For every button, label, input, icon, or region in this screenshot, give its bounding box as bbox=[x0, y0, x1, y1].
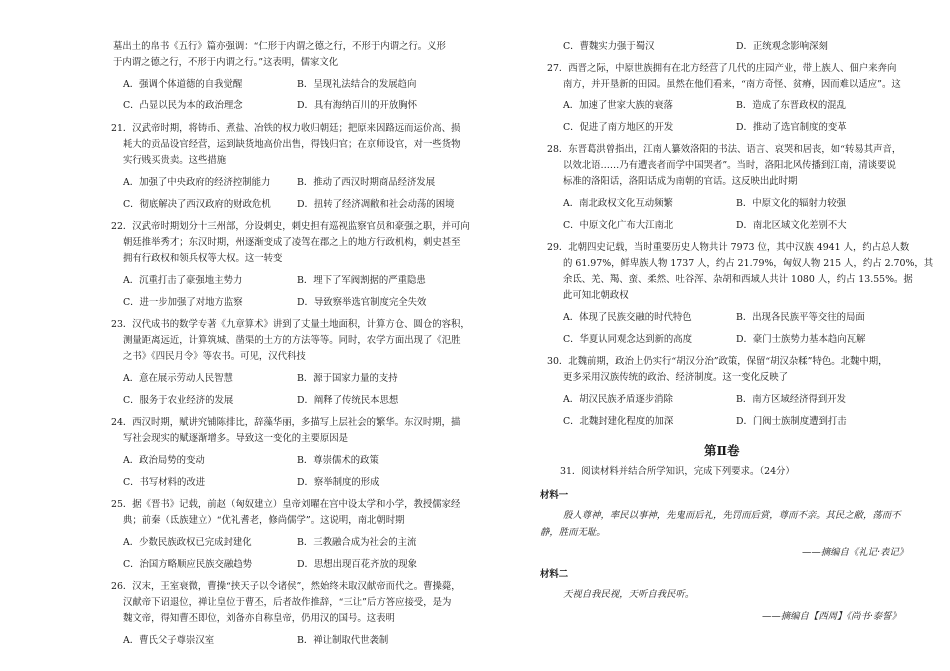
q29-option-a[interactable]: A．体现了民族交融的时代特色 bbox=[563, 312, 692, 323]
q23-line-2: 测量距离远近，计算筑城、凿渠的土方的方法等等。同时，农学方面出现了《氾胜 bbox=[123, 335, 461, 346]
q30-option-a[interactable]: A．胡汉民族矛盾逐步消除 bbox=[563, 394, 673, 405]
q21-line-3: 实行贱买贵卖。这些措施 bbox=[123, 155, 227, 166]
q26-option-c[interactable]: C．曹魏实力强于蜀汉 bbox=[563, 41, 655, 52]
q24-line-1: 24．西汉时期，赋讲究铺陈排比，辞藻华丽，多描写上层社会的繁华。东汉时期，描 bbox=[111, 417, 461, 428]
q23-option-b[interactable]: B．源于国家力量的支持 bbox=[297, 373, 398, 384]
q26-line-2: 汉献帝下诏退位，禅让皇位于曹丕，后者故作推辞，“三让”后方答应接受，是为 bbox=[123, 597, 452, 608]
q30-line-2: 更多采用汉族传统的政治、经济制度。这一变化反映了 bbox=[563, 372, 789, 383]
q28-line-3: 标准的洛阳话，洛阳话成为南朝的官话。这反映出此时期 bbox=[563, 176, 798, 187]
material-2-label: 材料二 bbox=[540, 569, 569, 580]
material-2-line-1: 天视自我民视，天听自我民听。 bbox=[563, 589, 695, 600]
q29-line-3: 余氐、羌、羯、蛮、柔然、吐谷浑、杂胡和西域人共计 1080 人，约占 13.55%。据 bbox=[563, 274, 913, 285]
q22-line-1: 22．汉武帝时期划分十三州部，分设刺史，刺史担有巡视监察官员和豪强之职，并可向 bbox=[111, 221, 470, 232]
q26-option-b[interactable]: B．禅让制取代世袭制 bbox=[297, 635, 389, 646]
q30-line-1: 30．北魏前期，政治上仍实行“胡汉分治”政策，保留“胡汉杂糅”特色。北魏中期， bbox=[547, 356, 888, 367]
q25-line-2: 典；前秦（氐族建立）“优礼耆老，修尚儒学”。这说明，南北朝时期 bbox=[123, 515, 405, 526]
q29-option-c[interactable]: C．华夏认同观念达到新的高度 bbox=[563, 334, 693, 345]
q25-option-c[interactable]: C．治国方略顺应民族交融趋势 bbox=[123, 559, 253, 570]
q23-option-c[interactable]: C．服务于农业经济的发展 bbox=[123, 395, 234, 406]
q24-option-a[interactable]: A．政治局势的变动 bbox=[123, 455, 205, 466]
q31-intro: 31．阅读材料并结合所学知识，完成下列要求。（24分） bbox=[560, 466, 795, 477]
q21-option-c[interactable]: C．彻底解决了西汉政府的财政危机 bbox=[123, 199, 271, 210]
q22-option-b[interactable]: B．埋下了军阀割据的严重隐患 bbox=[297, 275, 426, 286]
q28-line-1: 28．东晋葛洪曾指出，江南人纂效洛阳的书法、语言、哀哭和居丧，如“转易其声音， bbox=[547, 144, 902, 155]
q23-line-3: 之书》《四民月令》等农书。可见，汉代科技 bbox=[123, 351, 306, 362]
q23-option-a[interactable]: A．意在展示劳动人民智慧 bbox=[123, 373, 233, 384]
q25-option-a[interactable]: A．少数民族政权已完成封建化 bbox=[123, 537, 252, 548]
q28-line-2: 以效北语……乃有遭丧者而学中国哭者”。当时，洛阳北风传播到江南，清谈要说 bbox=[563, 160, 896, 171]
q30-option-d[interactable]: D．门阀士族制度遭到打击 bbox=[736, 416, 847, 427]
q22-line-2: 朝廷推举秀才；东汉时期，州逐渐变成了凌驾在郡之上的地方行政机构，刺史甚至 bbox=[123, 237, 461, 248]
q30-option-c[interactable]: C．北魏封建化程度的加深 bbox=[563, 416, 674, 427]
q25-option-d[interactable]: D．思想出现百花齐放的现象 bbox=[297, 559, 418, 570]
q26-option-a[interactable]: A．曹氏父子尊崇汉室 bbox=[123, 635, 215, 646]
q27-option-d[interactable]: D．推动了选官制度的变革 bbox=[736, 122, 847, 133]
q24-option-b[interactable]: B．尊崇儒术的政策 bbox=[297, 455, 379, 466]
q29-option-d[interactable]: D．豪门士族势力基本趋向瓦解 bbox=[736, 334, 866, 345]
q21-option-a[interactable]: A．加强了中央政府的经济控制能力 bbox=[123, 177, 271, 188]
q24-option-d[interactable]: D．察举制度的形成 bbox=[297, 477, 380, 488]
q22-line-3: 拥有行政权和领兵权等大权。这一转变 bbox=[123, 253, 283, 264]
q29-line-4: 此可知北朝政权 bbox=[563, 290, 629, 301]
q26-line-1: 26．汉末，王室衰微，曹操“挟天子以令诸侯”，然始终未取汉献帝而代之。曹操薨， bbox=[111, 581, 461, 592]
material-1-line-2: 静，胜而无耻。 bbox=[540, 527, 606, 538]
q20-line-2: 于内谓之德之行，不形于内谓之行。”这表明，儒家文化 bbox=[113, 57, 339, 68]
q28-option-a[interactable]: A．南北政权文化互动频繁 bbox=[563, 198, 673, 209]
q20-option-c[interactable]: C．凸显以民为本的政治理念 bbox=[123, 100, 243, 111]
q21-option-d[interactable]: D．扭转了经济凋敝和社会动荡的困境 bbox=[297, 199, 455, 210]
q29-line-1: 29．北朝四史记载，当时重要历史人物共计 7973 位，其中汉族 4941 人，约占总人数 bbox=[547, 242, 910, 253]
q25-line-1: 25．据《晋书》记载，前赵（匈奴建立）皇帝刘曜在宫中设太学和小学，教授儒家经 bbox=[111, 499, 461, 510]
q25-option-b[interactable]: B．三教融合成为社会的主流 bbox=[297, 537, 417, 548]
q22-option-d[interactable]: D．导致察举选官制度完全失效 bbox=[297, 297, 427, 308]
material-1-line-1: 殷人尊神，率民以事神，先鬼而后礼，先罚而后赏，尊而不亲。其民之敝，荡而不 bbox=[563, 510, 901, 521]
q21-line-1: 21．汉武帝时期，将铸币、煮盐、冶铁的权力收归朝廷；把原来因路远而运价高、损 bbox=[111, 123, 461, 134]
material-2-source: ——摘编自【西周】《尚书·泰誓》 bbox=[762, 611, 901, 622]
q23-option-d[interactable]: D．阐释了传统民本思想 bbox=[297, 395, 399, 406]
q27-option-a[interactable]: A．加速了世家大族的衰落 bbox=[563, 100, 673, 111]
q27-option-b[interactable]: B．造成了东晋政权的混乱 bbox=[736, 100, 847, 111]
q27-line-1: 27．西晋之际，中原世族拥有在北方经营了几代的庄园产业，带上族人、佃户来奔向 bbox=[547, 63, 897, 74]
section-title: 第Ⅱ卷 bbox=[704, 443, 740, 458]
q20-option-d[interactable]: D．具有海纳百川的开放胸怀 bbox=[297, 100, 418, 111]
q28-option-c[interactable]: C．中原文化广布大江南北 bbox=[563, 220, 674, 231]
q27-option-c[interactable]: C．促进了南方地区的开发 bbox=[563, 122, 674, 133]
q30-option-b[interactable]: B．南方区域经济得到开发 bbox=[736, 394, 847, 405]
q22-option-a[interactable]: A．沉重打击了豪强地主势力 bbox=[123, 275, 243, 286]
q29-option-b[interactable]: B．出现各民族平等交往的局面 bbox=[736, 312, 865, 323]
q22-option-c[interactable]: C．进一步加强了对地方监察 bbox=[123, 297, 243, 308]
q20-option-a[interactable]: A．强调个体道德的自我觉醒 bbox=[123, 79, 243, 90]
q26-line-3: 魏文帝，得知曹丕即位，刘备亦自称皇帝，仍用汉的国号。这表明 bbox=[123, 613, 395, 624]
q20-option-b[interactable]: B．呈现礼法结合的发展趋向 bbox=[297, 79, 417, 90]
material-1-source: ——摘编自《礼记·表记》 bbox=[802, 547, 909, 558]
q28-option-b[interactable]: B．中原文化的辐射力较强 bbox=[736, 198, 847, 209]
q27-line-2: 南方，并开垦新的田园。虽然在他们看来，“南方奇怪、贫瘠，因而难以适应”。这 bbox=[563, 79, 901, 90]
q20-line-1: 墓出土的帛书《五行》篇亦强调：“仁形于内谓之德之行，不形于内谓之行。义形 bbox=[113, 41, 446, 52]
q21-option-b[interactable]: B．推动了西汉时期商品经济发展 bbox=[297, 177, 436, 188]
q29-line-2: 的 61.97%，鲜卑族人物 1737 人，约占 21.79%，匈奴人物 215 人，约占 2.70%，其 bbox=[563, 258, 934, 269]
q28-option-d[interactable]: D．南北区域文化差别不大 bbox=[736, 220, 847, 231]
q24-option-c[interactable]: C．书写材料的改进 bbox=[123, 477, 206, 488]
q24-line-2: 写社会现实的赋逐渐增多。导致这一变化的主要原因是 bbox=[123, 433, 349, 444]
q26-option-d[interactable]: D．正统观念影响深刻 bbox=[736, 41, 828, 52]
q23-line-1: 23．汉代成书的数学专著《九章算术》讲到了丈量土地面积，计算方仓、圆仓的容积， bbox=[111, 319, 470, 330]
q21-line-2: 耗大的贡品设官经营，运到缺货地高价出售，得钱归官；在京师设官，对一些货物 bbox=[123, 139, 461, 150]
material-1-label: 材料一 bbox=[540, 490, 569, 501]
